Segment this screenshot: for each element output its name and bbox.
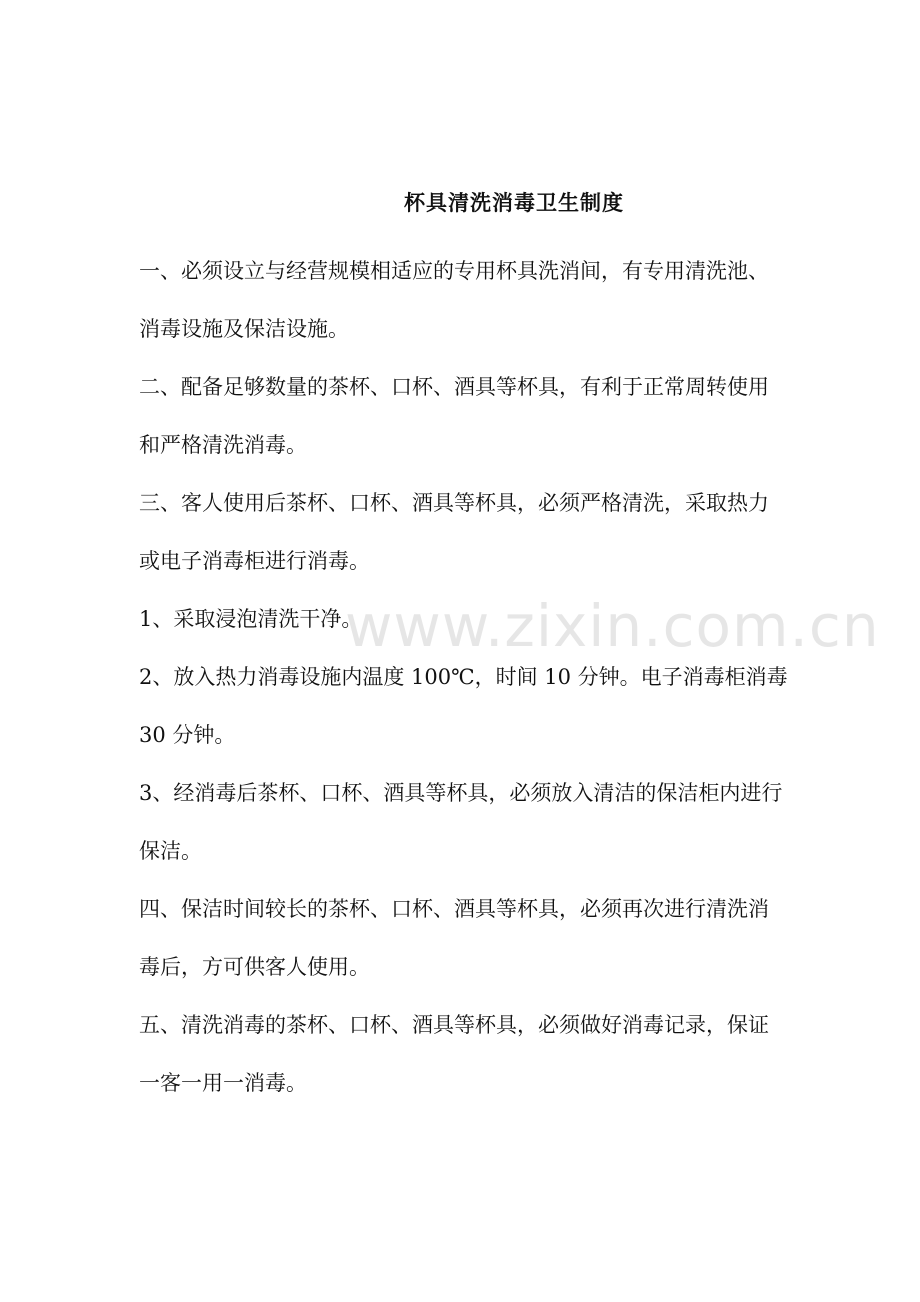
watermark: www.zixin.com.cn bbox=[345, 592, 880, 660]
paragraph-6: 3、经消毒后茶杯、口杯、酒具等杯具，必须放入清洁的保洁柜内进行保洁。 bbox=[139, 781, 783, 863]
document-body bbox=[139, 242, 789, 1112]
paragraph-5: 2、放入热力消毒设施内温度 100℃，时间 10 分钟。电子消毒柜消毒 30 分钟。 bbox=[139, 665, 788, 747]
paragraph-4: 1、采取浸泡清洗干净。 bbox=[139, 607, 363, 631]
paragraph-7: 四、保洁时间较长的茶杯、口杯、酒具等杯具，必须再次进行清洗消毒后，方可供客人使用。 bbox=[139, 897, 769, 979]
paragraph-2: 二、配备足够数量的茶杯、口杯、酒具等杯具，有利于正常周转使用和严格清洗消毒。 bbox=[139, 375, 769, 457]
document-title: 杯具清洗消毒卫生制度 bbox=[404, 190, 624, 215]
paragraph-8: 五、清洗消毒的茶杯、口杯、酒具等杯具，必须做好消毒记录，保证一客一用一消毒。 bbox=[139, 1013, 769, 1095]
paragraph-3: 三、客人使用后茶杯、口杯、酒具等杯具，必须严格清洗，采取热力或电子消毒柜进行消毒。 bbox=[139, 491, 769, 573]
paragraph-1: 一、必须设立与经营规模相适应的专用杯具洗消间，有专用清洗池、消毒设施及保洁设施。 bbox=[139, 259, 769, 341]
